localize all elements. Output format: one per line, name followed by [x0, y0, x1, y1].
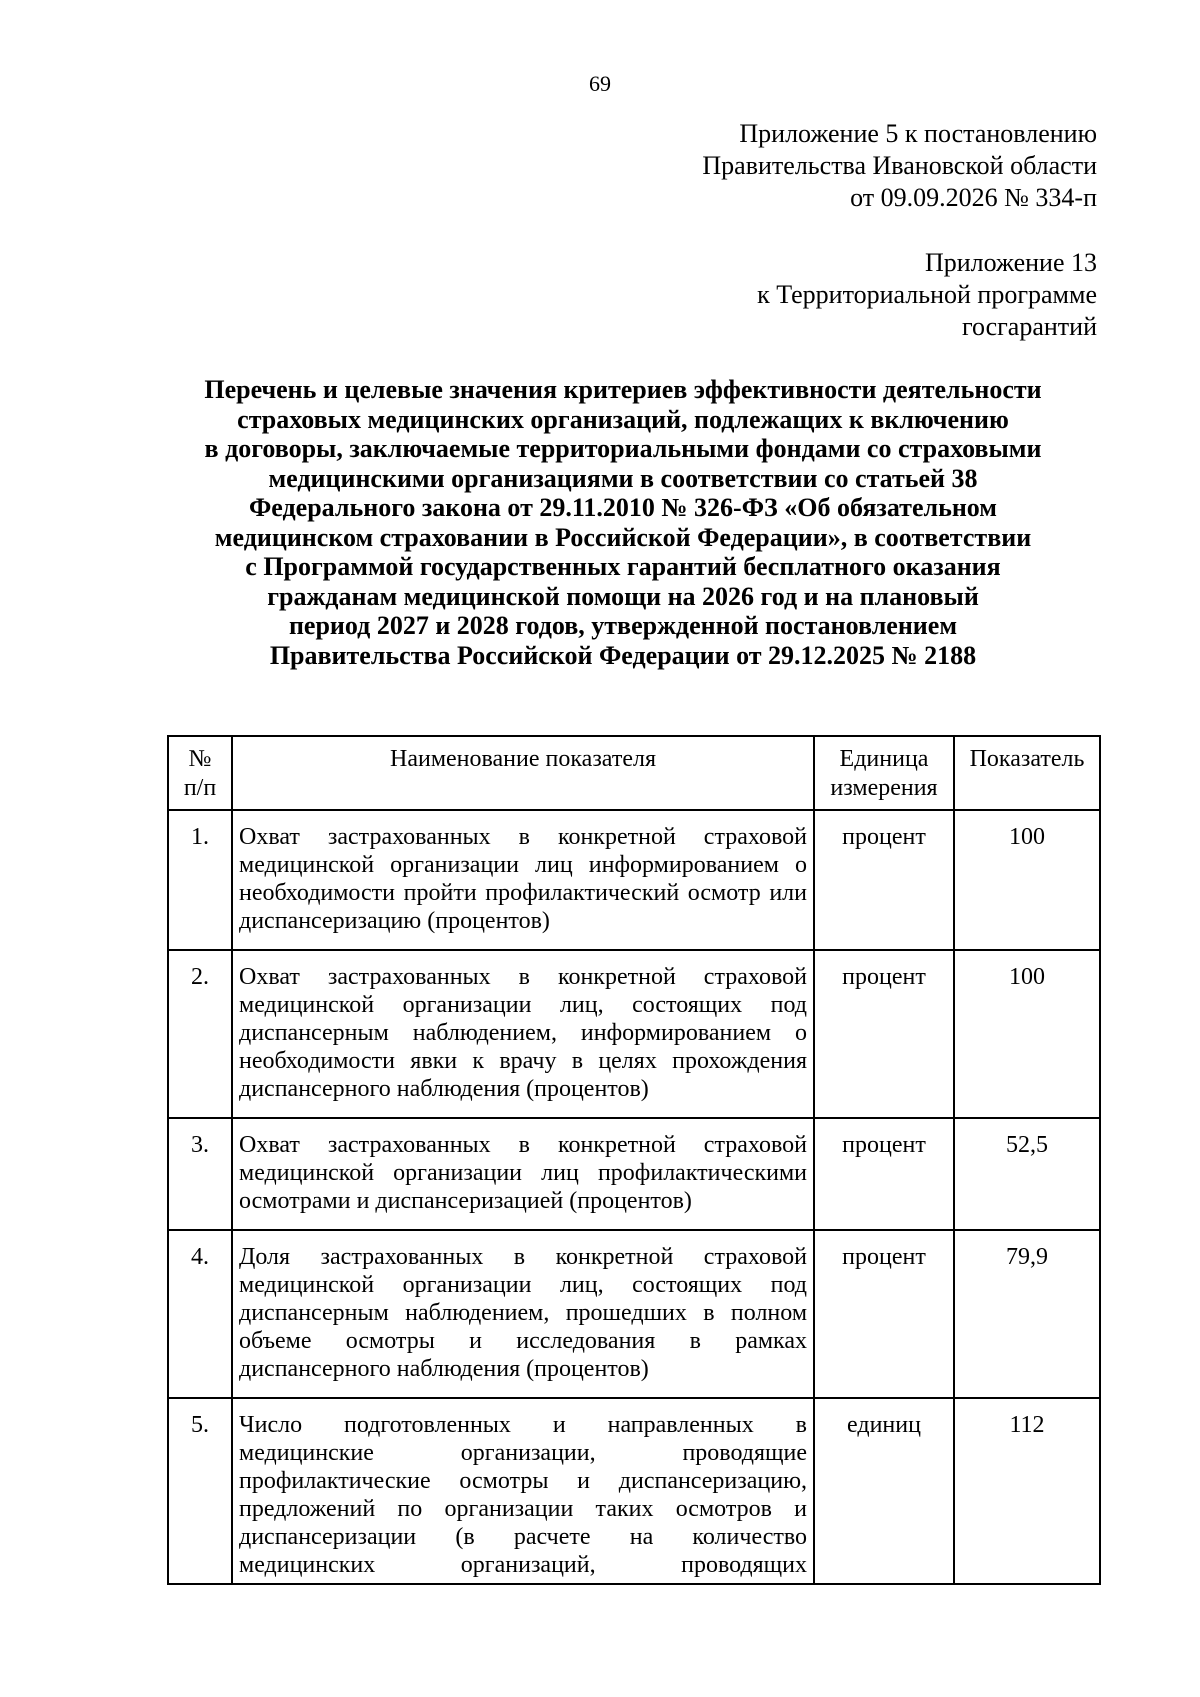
row-name-line: необходимости пройти профилактический осмотр или — [239, 880, 807, 906]
row-name — [232, 1230, 814, 1398]
header-value — [954, 736, 1100, 810]
row-num: 5. — [168, 1398, 232, 1584]
row-name-line: Охват застрахованных в конкретной страховой — [239, 824, 807, 850]
row-name-line: диспансерного наблюдения (процентов) — [239, 1356, 649, 1382]
row-name-line: диспансерным наблюдением, прошедших в полном — [239, 1300, 807, 1326]
header-unit-line: Единица — [839, 746, 929, 772]
title-line: медицинскими организациями в соответствии со статьей 38 — [268, 463, 978, 493]
title-line: гражданам медицинской помощи на 2026 год и на плановый — [267, 581, 979, 611]
header-num-line: п/п — [183, 775, 217, 801]
row-name-line: Охват застрахованных в конкретной страховой — [239, 964, 807, 990]
title-line: Правительства Российской Федерации от 29.12.2025 № 2188 — [269, 640, 977, 670]
header-name — [232, 736, 814, 810]
table-row — [168, 1118, 1100, 1230]
row-num: 4. — [168, 1230, 232, 1398]
row-num: 1. — [168, 810, 232, 950]
row-name-line: осмотрами и диспансеризацией (процентов) — [239, 1188, 692, 1214]
row-value: 112 — [954, 1398, 1100, 1584]
row-name-line: медицинской организации лиц, состоящих под — [239, 992, 807, 1018]
row-name-line: Число подготовленных и направленных в — [239, 1412, 807, 1438]
document-title — [150, 375, 1096, 670]
appendix-sub-line: Приложение 13 — [924, 248, 1097, 277]
row-name-line: диспансеризацию (процентов) — [239, 908, 550, 934]
table-row — [168, 810, 1100, 950]
row-value: 100 — [954, 950, 1100, 1118]
appendix-main-line: Правительства Ивановской области — [702, 151, 1097, 180]
title-line: с Программой государственных гарантий бесплатного оказания — [245, 552, 1001, 581]
table-row — [168, 1230, 1100, 1398]
appendix-sub-block — [757, 247, 1097, 343]
row-value: 79,9 — [954, 1230, 1100, 1398]
header-value-label: Показатель — [969, 746, 1085, 772]
row-name — [232, 950, 814, 1118]
title-line: в договоры, заключаемые территориальными фондами со страховыми — [204, 434, 1042, 463]
appendix-main-line: от 09.09.2026 № 334-п — [850, 183, 1097, 212]
row-name-line: медицинской организации лиц профилактическими — [239, 1160, 807, 1186]
row-num: 3. — [168, 1118, 232, 1230]
row-name-line: Охват застрахованных в конкретной страховой — [239, 1132, 807, 1158]
row-name-line: медицинской организации лиц, состоящих под — [239, 1272, 807, 1298]
appendix-main-block — [702, 118, 1097, 214]
page-number: 69 — [589, 71, 611, 96]
appendix-sub-line: госгарантий — [961, 312, 1097, 341]
title-line: период 2027 и 2028 годов, утвержденной постановлением — [288, 611, 958, 640]
header-name-label: Наименование показателя — [390, 746, 656, 772]
row-name-line: диспансерного наблюдения (процентов) — [239, 1076, 649, 1102]
row-value: 52,5 — [954, 1118, 1100, 1230]
row-num: 2. — [168, 950, 232, 1118]
criteria-table — [167, 735, 1101, 1585]
appendix-main-line: Приложение 5 к постановлению — [739, 119, 1097, 148]
row-name — [232, 1118, 814, 1230]
row-name-line: медицинских организаций, проводящих — [239, 1552, 807, 1578]
row-name-line: диспансерным наблюдением, информированием о — [239, 1020, 807, 1046]
row-name-line: объеме осмотры и исследования в рамках — [239, 1328, 807, 1354]
table-row — [168, 1398, 1100, 1584]
row-name-line: медицинские организации, проводящие — [239, 1440, 807, 1466]
table-header-row — [168, 736, 1100, 810]
row-name-line: диспансеризации (в расчете на количество — [239, 1524, 807, 1550]
row-name-line: Доля застрахованных в конкретной страховой — [239, 1244, 807, 1270]
row-value: 100 — [954, 810, 1100, 950]
row-name-line: медицинской организации лиц информированием о — [239, 852, 807, 878]
row-name-line: профилактические осмотры и диспансеризацию, — [239, 1468, 807, 1494]
row-name-line: предложений по организации таких осмотров и — [239, 1496, 807, 1522]
row-name — [232, 1398, 814, 1584]
row-unit: процент — [814, 1230, 954, 1398]
row-unit: процент — [814, 810, 954, 950]
title-line: Федерального закона от 29.11.2010 № 326-ФЗ «Об обязательном — [248, 493, 998, 522]
header-num-line: № — [188, 746, 212, 772]
title-line: медицинском страховании в Российской Федерации», в соответствии — [214, 522, 1032, 552]
row-name-line: необходимости явки к врачу в целях прохождения — [239, 1048, 807, 1074]
table-row — [168, 950, 1100, 1118]
row-name — [232, 810, 814, 950]
header-unit-line: измерения — [830, 775, 938, 801]
appendix-sub-line: к Территориальной программе — [757, 280, 1097, 309]
title-line: Перечень и целевые значения критериев эффективности деятельности — [204, 375, 1042, 404]
header-num — [168, 736, 232, 810]
title-line: страховых медицинских организаций, подлежащих к включению — [237, 404, 1009, 434]
row-unit: процент — [814, 1118, 954, 1230]
row-unit: единиц — [814, 1398, 954, 1584]
header-unit — [814, 736, 954, 810]
row-unit: процент — [814, 950, 954, 1118]
